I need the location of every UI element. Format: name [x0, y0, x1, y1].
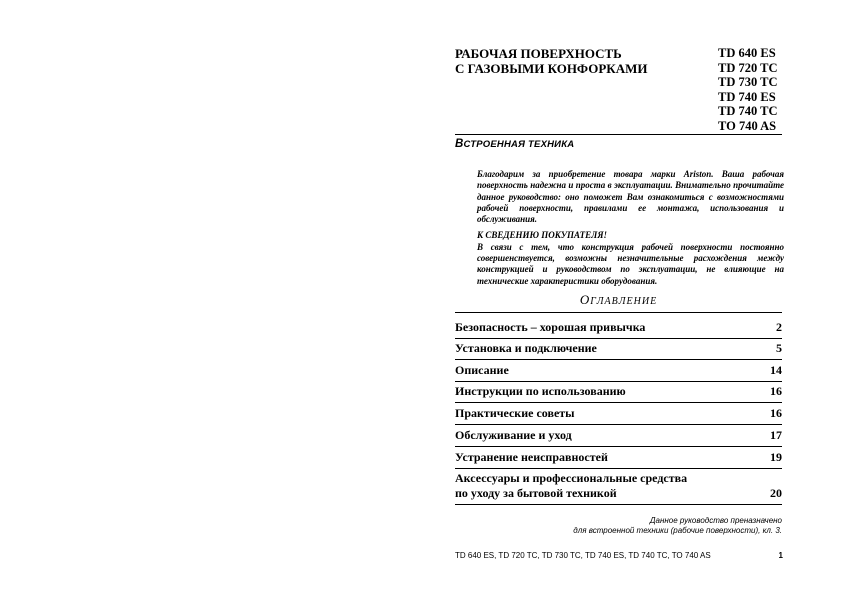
- toc-entry-accessories[interactable]: [455, 471, 782, 501]
- toc-divider: [455, 504, 782, 505]
- toc-divider: [455, 468, 782, 469]
- intro-text: [477, 169, 784, 287]
- toc-entry-description[interactable]: [455, 363, 782, 378]
- applicability-note: [480, 516, 782, 536]
- intro-paragraph-1: Благодарим за приобретение товара марки Ariston. Ваша рабочая поверхность надежна и проста в эксплуатации. Внимательно прочитайте данное руководство: оно поможет Вам ознакомиться с возможностями рабочей поверхности, правилами ее монтажа, использования и обслуживания.: [477, 169, 784, 225]
- section-label: [455, 138, 574, 150]
- page-number: 1: [778, 551, 783, 560]
- note-line-1: Данное руководство преназначено: [649, 516, 782, 525]
- toc-entry-page: 16: [770, 384, 782, 398]
- model-item: TD 720 TC: [718, 60, 778, 75]
- header-divider: [455, 134, 782, 135]
- toc-divider: [455, 424, 782, 425]
- title-line-2: С ГАЗОВЫМИ КОНФОРКАМИ: [455, 61, 648, 76]
- toc-entry-troubleshooting[interactable]: [455, 450, 782, 465]
- toc-entry-page: 16: [770, 406, 782, 420]
- toc-entry-label: Устранение неисправностей: [455, 450, 608, 464]
- model-list: [718, 46, 788, 133]
- intro-paragraph-2: В связи с тем, что конструкция рабочей поверхности постоянно совершенствуется, возможны незначительные расхождения между конструкцией и руководством по эксплуатации, не влияющие на технические характеристики оборудования.: [477, 241, 784, 286]
- toc-entry-page: 20: [770, 486, 782, 500]
- toc-divider: [455, 338, 782, 339]
- toc-entry-page: 5: [776, 341, 782, 355]
- model-item: TO 740 AS: [718, 118, 777, 133]
- toc-entry-page: 14: [770, 363, 782, 377]
- model-item: TD 640 ES: [718, 46, 776, 60]
- toc-divider: [455, 381, 782, 382]
- toc-entry-label: Практические советы: [455, 406, 575, 420]
- toc-heading-rest: ГЛАВЛЕНИЕ: [590, 296, 658, 307]
- toc-divider: [455, 312, 782, 313]
- model-item: TD 730 TC: [718, 75, 778, 89]
- toc-entry-label: Установка и подключение: [455, 341, 597, 355]
- toc-entry-label: Безопасность – хорошая привычка: [455, 320, 646, 334]
- toc-entry-label-line-1: Аксессуары и профессиональные средства: [455, 471, 688, 485]
- note-line-2: для встроенной техники (рабочие поверхности), кл. 3.: [573, 526, 782, 535]
- title-line-1: РАБОЧАЯ ПОВЕРХНОСТЬ: [455, 46, 622, 61]
- notice-heading: К СВЕДЕНИЮ ПОКУПАТЕЛЯ!: [477, 230, 608, 241]
- section-label-initial: В: [455, 138, 464, 150]
- toc-heading-initial: О: [579, 292, 591, 307]
- toc-entry-tips[interactable]: [455, 406, 782, 421]
- document-title: [455, 46, 705, 76]
- toc-entry-page: 19: [770, 450, 782, 464]
- toc-entry-usage[interactable]: [455, 384, 782, 399]
- toc-divider: [455, 359, 782, 360]
- model-item: TD 740 ES: [718, 89, 776, 104]
- section-label-rest: СТРОЕННАЯ ТЕХНИКА: [463, 139, 575, 150]
- toc-entry-maintenance[interactable]: [455, 428, 782, 443]
- toc-heading: [455, 292, 782, 308]
- toc-entry-page: 2: [776, 320, 782, 334]
- toc-entry-label: Обслуживание и уход: [455, 428, 572, 442]
- toc-entry-label-line-2: по уходу за бытовой техникой: [455, 486, 617, 500]
- model-item: TD 740 TC: [718, 104, 778, 118]
- toc-divider: [455, 402, 782, 403]
- footer-models: TD 640 ES, TD 720 TC, TD 730 TC, TD 740 ES, TD 740 TC, TO 740 AS: [455, 551, 711, 560]
- toc-divider: [455, 446, 782, 447]
- toc-entry-label: Инструкции по использованию: [455, 384, 626, 398]
- toc-entry-label: Описание: [455, 363, 509, 377]
- toc-entry-safety[interactable]: [455, 320, 782, 335]
- toc-entry-installation[interactable]: [455, 341, 782, 356]
- toc-entry-page: 17: [770, 428, 782, 442]
